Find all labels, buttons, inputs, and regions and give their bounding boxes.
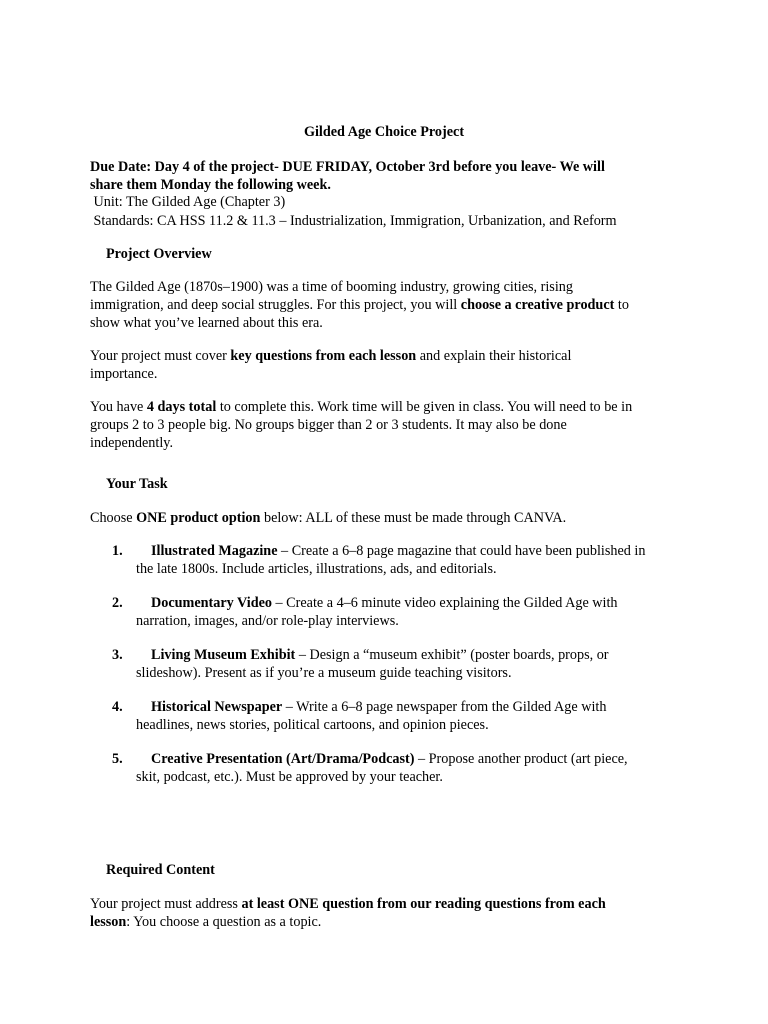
option-name: Living Museum Exhibit (151, 647, 296, 663)
option-number: 2. (112, 595, 123, 611)
overview-p3-line-1-bold: 4 days total (146, 399, 217, 415)
document-title: Gilded Age Choice Project (303, 124, 465, 140)
required-content-heading: Required Content (106, 862, 215, 878)
option-line-2: narration, images, and/or role-play interviews. (136, 613, 399, 629)
standards-line: Standards: CA HSS 11.2 & 11.3 – Industrialization, Immigration, Urbanization, and Reform (90, 213, 617, 229)
option-line-1 (136, 698, 606, 716)
overview-p3-line-1 (90, 398, 632, 416)
overview-p2-line-1-pre: Your project must cover (90, 348, 231, 364)
option-desc: – Design a “museum exhibit” (poster boards, props, or (295, 647, 609, 663)
option-line-2: the late 1800s. Include articles, illustrations, ads, and editorials. (136, 561, 497, 577)
option-line-1 (136, 594, 618, 612)
task-intro-post: below: ALL of these must be made through CANVA. (260, 510, 567, 526)
overview-p3-line-3: independently. (90, 435, 173, 451)
option-line-2: slideshow). Present as if you’re a museum guide teaching visitors. (136, 665, 512, 681)
option-name: Creative Presentation (Art/Drama/Podcast) (151, 751, 415, 767)
option-desc: – Create a 6–8 page magazine that could have been published in (277, 543, 646, 559)
task-intro-pre: Choose (90, 510, 137, 526)
option-line-2: headlines, news stories, political cartoons, and opinion pieces. (136, 717, 489, 733)
option-name: Documentary Video (151, 595, 272, 611)
overview-p3-line-1-post: to complete this. Work time will be given in class. You will need to be in (216, 399, 633, 415)
option-number: 1. (112, 543, 123, 559)
option-number: 4. (112, 699, 123, 715)
project-overview-heading: Project Overview (106, 246, 212, 262)
option-line-2: skit, podcast, etc.). Must be approved by your teacher. (136, 769, 443, 785)
overview-p1-line-2-pre: immigration, and deep social struggles. For this project, you will (90, 297, 461, 313)
due-date-line-1: Due Date: Day 4 of the project- DUE FRIDAY, October 3rd before you leave- We will (90, 159, 605, 175)
option-line-1 (136, 542, 645, 560)
overview-p2-line-1-bold: key questions from each lesson (230, 348, 417, 364)
option-name: Illustrated Magazine (151, 543, 278, 559)
overview-p1-line-1: The Gilded Age (1870s–1900) was a time of booming industry, growing cities, rising (90, 279, 573, 295)
due-date-line-2: share them Monday the following week. (90, 177, 331, 193)
overview-p2-line-1-post: and explain their historical (416, 348, 572, 364)
overview-p1-line-3: show what you’ve learned about this era. (90, 315, 323, 331)
option-number: 5. (112, 751, 123, 767)
overview-p1-line-2 (90, 296, 629, 314)
unit-line: Unit: The Gilded Age (Chapter 3) (90, 194, 286, 210)
required-line-1 (90, 895, 606, 913)
overview-p1-line-2-post: to (614, 297, 629, 313)
option-line-1 (136, 646, 609, 664)
option-desc: – Write a 6–8 page newspaper from the Gilded Age with (282, 699, 607, 715)
option-number: 3. (112, 647, 123, 663)
required-line-1-bold: at least ONE question from our reading questions from each (241, 896, 606, 912)
required-line-2 (90, 913, 321, 931)
task-intro (90, 509, 566, 527)
overview-p2-line-2: importance. (90, 366, 158, 382)
required-line-2-bold: lesson (90, 914, 127, 930)
overview-p2-line-1 (90, 347, 571, 365)
required-line-1-pre: Your project must address (90, 896, 242, 912)
option-desc: – Create a 4–6 minute video explaining the Gilded Age with (271, 595, 618, 611)
option-name: Historical Newspaper (151, 699, 283, 715)
required-line-2-post: : You choose a question as a topic. (126, 914, 322, 930)
option-desc: – Propose another product (art piece, (414, 751, 628, 767)
option-line-1 (136, 750, 628, 768)
your-task-heading: Your Task (106, 476, 168, 492)
overview-p3-line-2: groups 2 to 3 people big. No groups bigger than 2 or 3 students. It may also be done (90, 417, 567, 433)
overview-p1-line-2-bold: choose a creative product (460, 297, 615, 313)
task-intro-bold: ONE product option (136, 510, 261, 526)
overview-p3-line-1-pre: You have (90, 399, 147, 415)
